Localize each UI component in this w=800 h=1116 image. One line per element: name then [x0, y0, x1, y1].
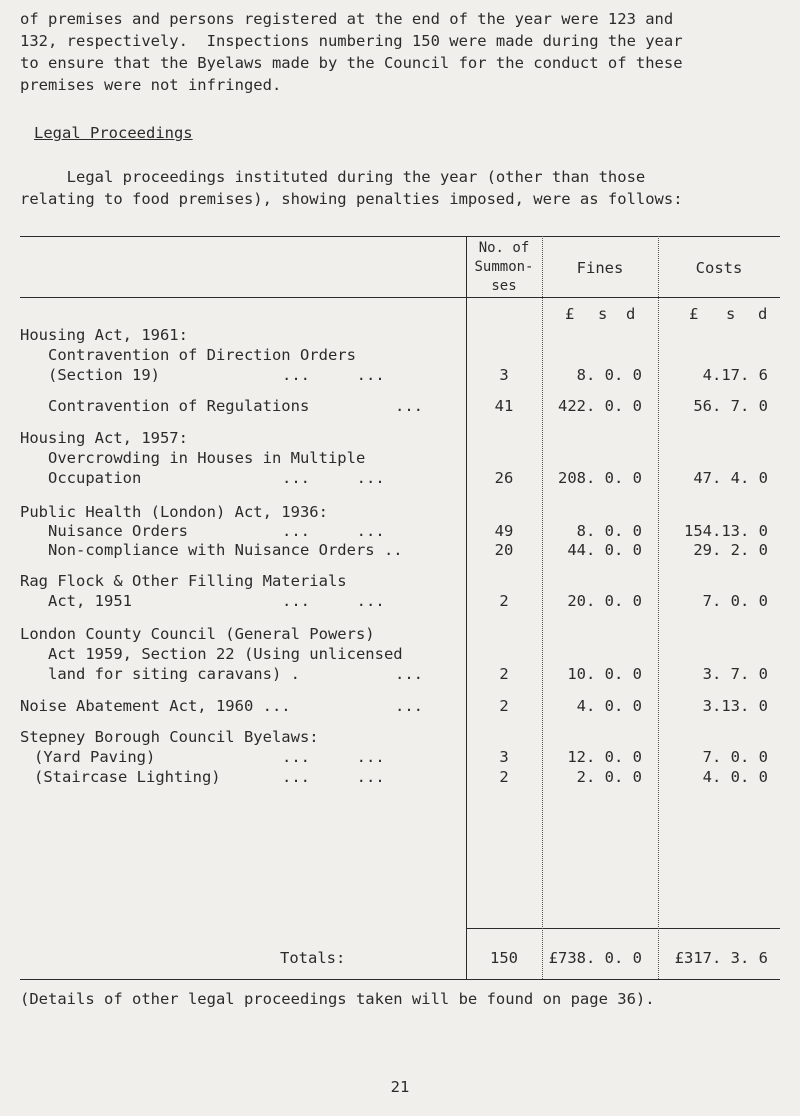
page-number: 21	[390, 1078, 410, 1096]
row-fines: 208. 0. 0	[558, 469, 642, 487]
row-fines: 10. 0. 0	[567, 665, 642, 683]
row-summonses: 2	[499, 768, 509, 786]
row-leader-dots: ...	[395, 665, 423, 683]
row-label: Rag Flock & Other Filling Materials	[20, 572, 347, 590]
row-label: (Section 19)	[48, 366, 160, 384]
row-leader-dots: ... ...	[282, 366, 385, 384]
row-costs: 29. 2. 0	[693, 541, 768, 559]
row-summonses: 2	[499, 592, 509, 610]
totals-costs: £317. 3. 6	[674, 949, 768, 967]
row-label: Contravention of Regulations	[48, 397, 310, 415]
row-fines: 4. 0. 0	[576, 697, 642, 715]
row-label: Housing Act, 1961:	[20, 326, 188, 344]
row-costs: 3. 7. 0	[702, 665, 768, 683]
row-fines: 422. 0. 0	[558, 397, 642, 415]
fines-unit-pound: £	[565, 305, 575, 323]
row-fines: 2. 0. 0	[576, 768, 642, 786]
row-summonses: 26	[494, 469, 514, 487]
row-label: Overcrowding in Houses in Multiple	[48, 449, 366, 467]
totals-rule	[466, 928, 780, 929]
row-summonses: 2	[499, 697, 509, 715]
row-summonses: 3	[499, 748, 509, 766]
row-label: Nuisance Orders	[48, 522, 188, 540]
totals-label: Totals:	[280, 949, 346, 967]
row-fines: 44. 0. 0	[567, 541, 642, 559]
header-fines: Fines	[576, 259, 624, 277]
row-summonses: 49	[494, 522, 514, 540]
row-fines: 20. 0. 0	[567, 592, 642, 610]
totals-fines: £738. 0. 0	[548, 949, 642, 967]
header-summonses-line1: No. of	[478, 240, 530, 256]
row-costs: 4.17. 6	[702, 366, 768, 384]
row-summonses: 20	[494, 541, 514, 559]
row-leader-dots: ... ...	[282, 469, 385, 487]
header-summonses-line3: ses	[491, 278, 517, 294]
row-label: Act, 1951	[48, 592, 132, 610]
section-heading: Legal Proceedings	[34, 124, 193, 142]
header-summonses-line2: Summon-	[474, 259, 534, 275]
row-costs: 154.13. 0	[684, 522, 768, 540]
row-costs: 7. 0. 0	[702, 748, 768, 766]
costs-unit-pound: £	[689, 305, 699, 323]
row-costs: 47. 4. 0	[693, 469, 768, 487]
fines-unit-shilling: s	[598, 305, 608, 323]
row-summonses: 2	[499, 665, 509, 683]
row-costs: 3.13. 0	[702, 697, 768, 715]
row-summonses: 3	[499, 366, 509, 384]
row-label: Housing Act, 1957:	[20, 429, 188, 447]
row-summonses: 41	[494, 397, 514, 415]
row-label: Non-compliance with Nuisance Orders ..	[48, 541, 403, 559]
row-label: (Yard Paving)	[34, 748, 156, 766]
costs-unit-shilling: s	[726, 305, 736, 323]
row-fines: 8. 0. 0	[576, 522, 642, 540]
row-label: Contravention of Direction Orders	[48, 346, 356, 364]
row-leader-dots: ... ...	[282, 748, 385, 766]
row-leader-dots: ... ...	[282, 522, 385, 540]
row-costs: 7. 0. 0	[702, 592, 768, 610]
row-costs: 56. 7. 0	[693, 397, 768, 415]
row-leader-dots: ...	[395, 697, 423, 715]
row-label: (Staircase Lighting)	[34, 768, 221, 786]
row-leader-dots: ... ...	[282, 592, 385, 610]
row-label: Noise Abatement Act, 1960 ...	[20, 697, 291, 715]
row-label: land for siting caravans) .	[48, 665, 300, 683]
totals-summonses: 150	[490, 949, 518, 967]
lead-paragraph: Legal proceedings instituted during the year (other than those relating to food premises), showing penalties imposed, were as follows:	[20, 168, 683, 208]
row-label: Act 1959, Section 22 (Using unlicensed	[48, 645, 403, 663]
table-header-rule	[20, 297, 780, 298]
row-fines: 8. 0. 0	[576, 366, 642, 384]
costs-unit-pence: d	[758, 305, 768, 323]
fines-unit-pence: d	[626, 305, 636, 323]
row-costs: 4. 0. 0	[702, 768, 768, 786]
header-costs: Costs	[695, 259, 743, 277]
row-label: Public Health (London) Act, 1936:	[20, 503, 328, 521]
row-leader-dots: ... ...	[282, 768, 385, 786]
row-label: Stepney Borough Council Byelaws:	[20, 728, 319, 746]
row-label: Occupation	[48, 469, 142, 487]
intro-paragraph: of premises and persons registered at the end of the year were 123 and 132, respectively. Inspections numbering 150 were made during the year to ensure that the Byelaws made by the Council for the conduct of these premises were not infringed.	[20, 10, 683, 94]
row-fines: 12. 0. 0	[567, 748, 642, 766]
footnote: (Details of other legal proceedings taken will be found on page 36).	[20, 990, 655, 1008]
table-bottom-rule	[20, 979, 780, 980]
row-label: London County Council (General Powers)	[20, 625, 375, 643]
row-leader-dots: ...	[395, 397, 423, 415]
table-top-rule	[20, 236, 780, 237]
